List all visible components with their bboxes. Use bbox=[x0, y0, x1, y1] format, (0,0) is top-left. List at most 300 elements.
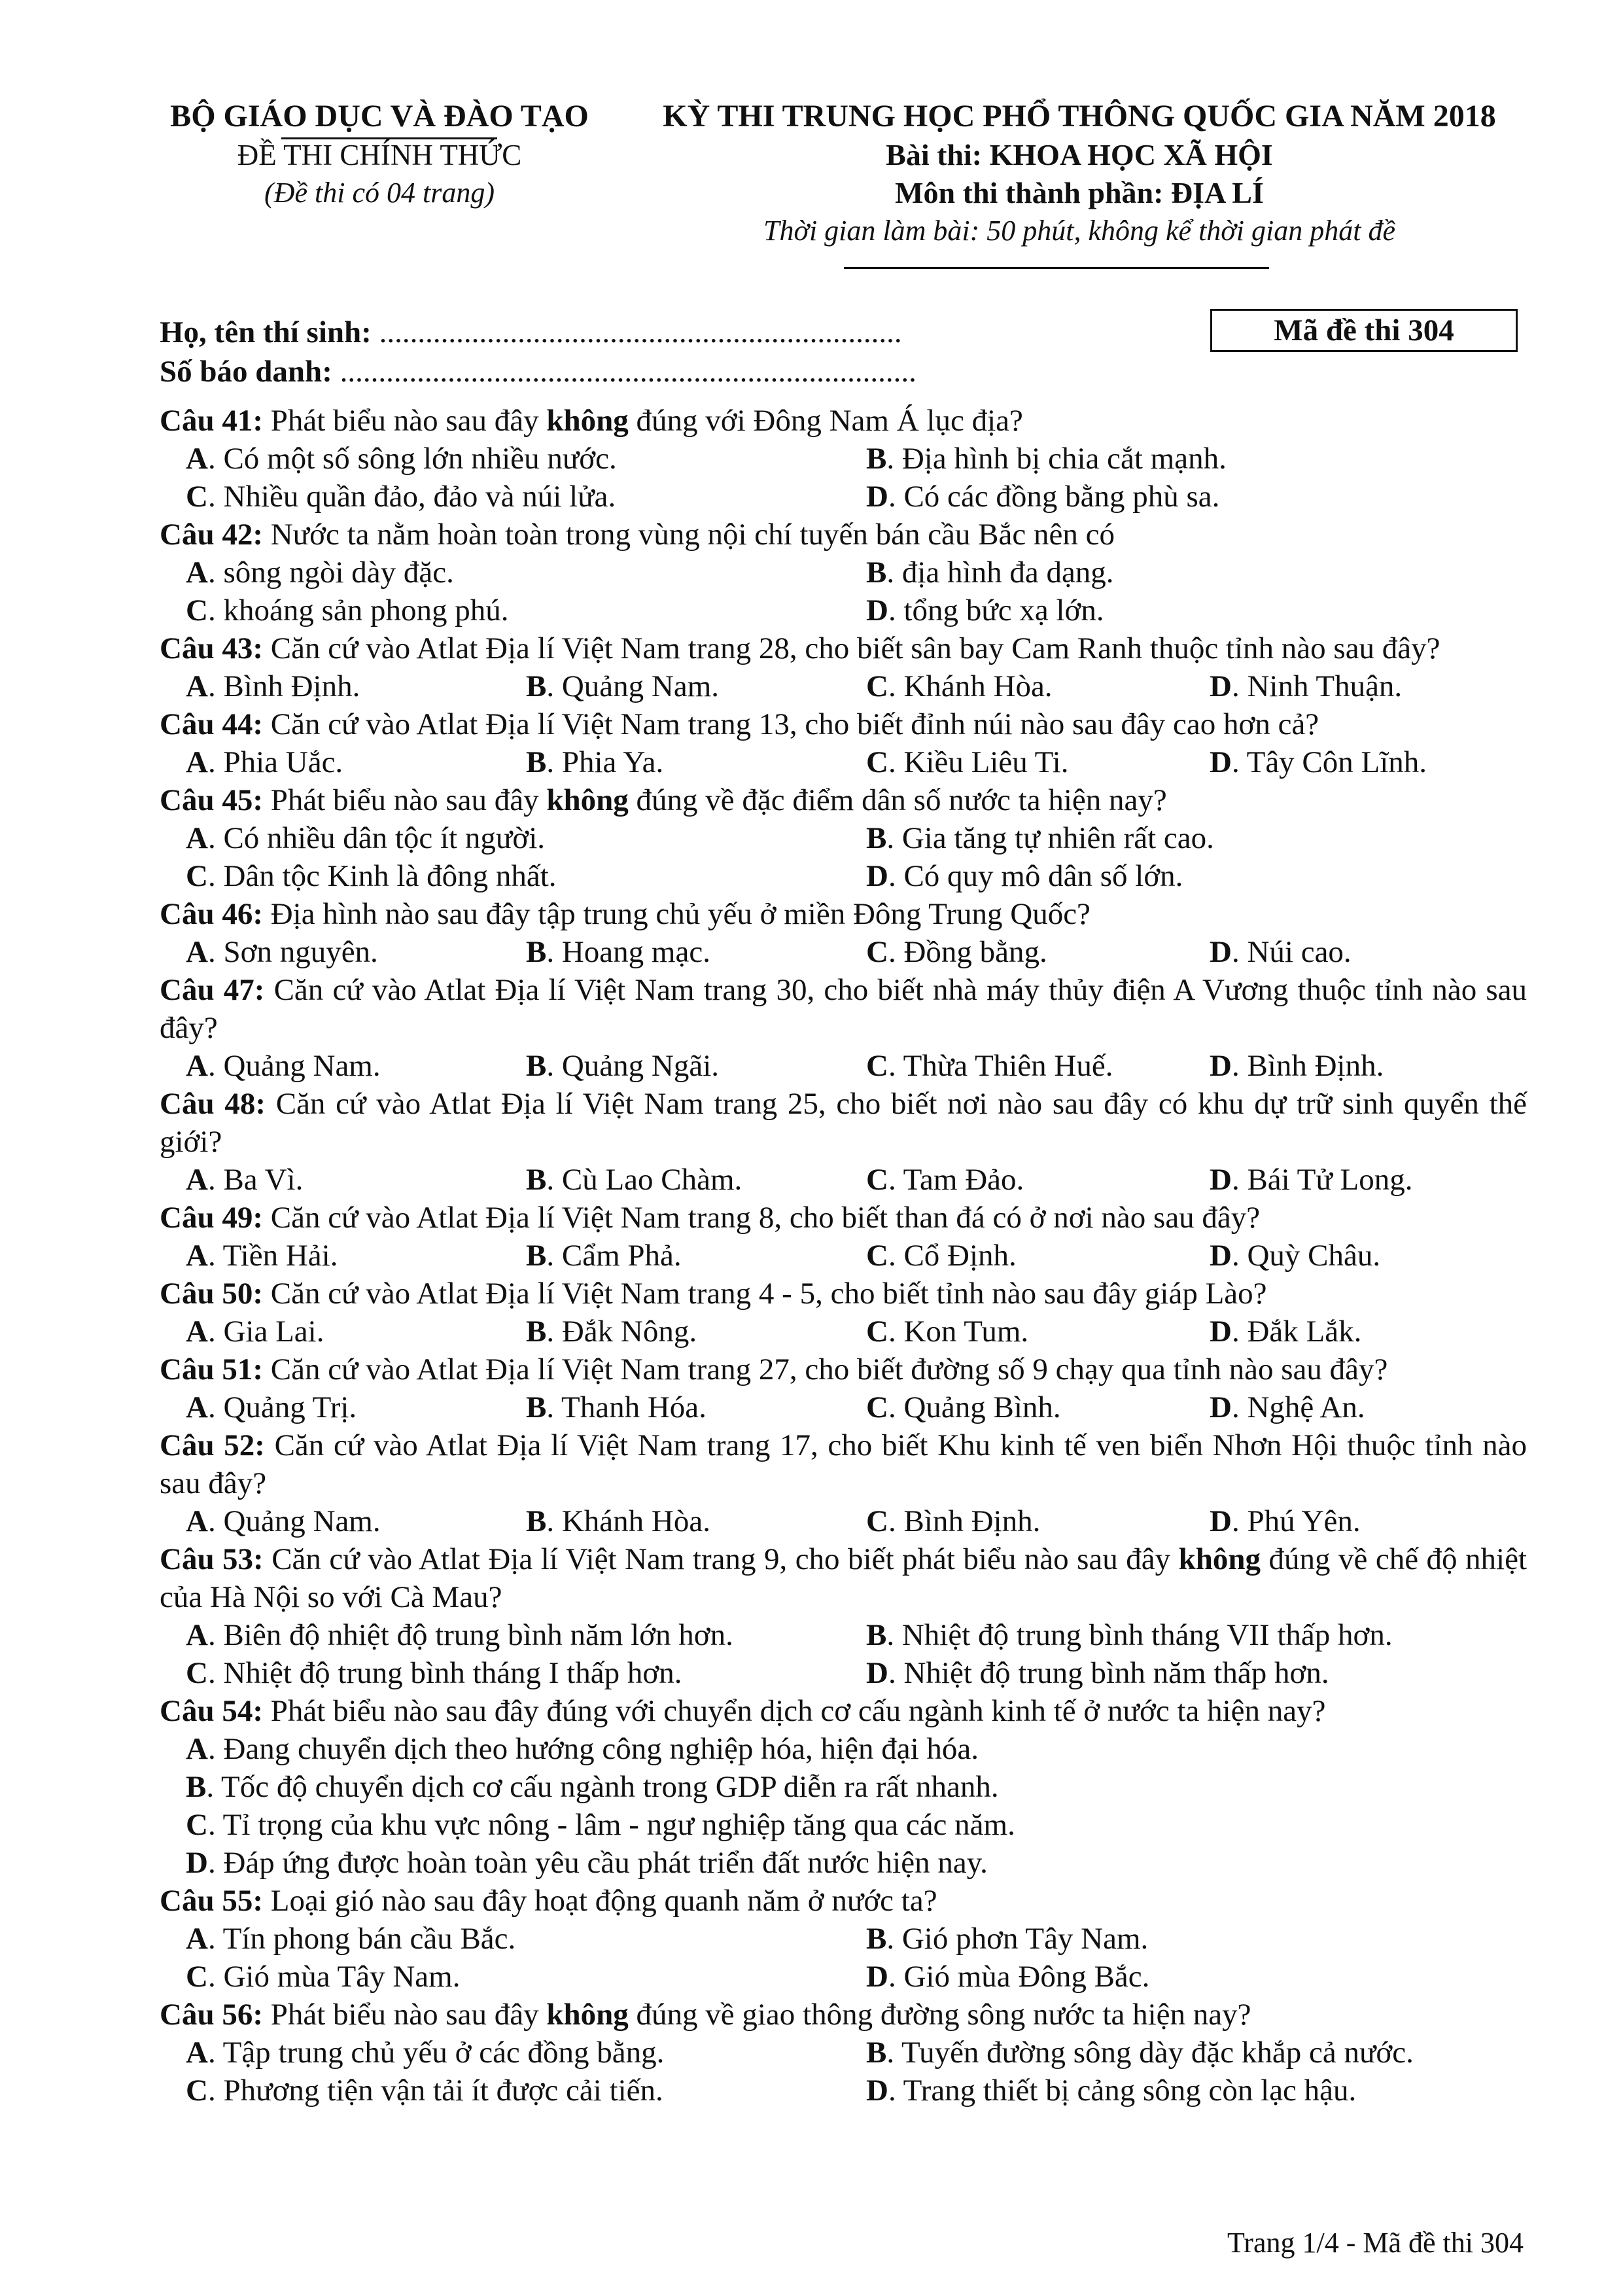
stem-text: Căn cứ vào Atlat Địa lí Việt Nam trang 13, cho biết đỉnh núi nào sau đây cao hơn cả? bbox=[262, 707, 1319, 741]
option-b[interactable] bbox=[866, 554, 1527, 592]
options bbox=[160, 1616, 1527, 1692]
stem-emphasis: không bbox=[546, 783, 629, 817]
header-left bbox=[164, 97, 595, 212]
option-text: . Tiền Hải. bbox=[207, 1239, 338, 1273]
option-letter: C bbox=[866, 1049, 888, 1083]
option-a[interactable] bbox=[186, 1920, 866, 1958]
option-letter: C bbox=[866, 1315, 888, 1349]
option-text: . Cổ Định. bbox=[888, 1239, 1017, 1273]
option-text: . Khánh Hòa. bbox=[546, 1504, 710, 1538]
question-stem bbox=[160, 1085, 1527, 1161]
question-stem bbox=[160, 1540, 1527, 1616]
question-stem bbox=[160, 516, 1527, 554]
option-c[interactable] bbox=[186, 1958, 866, 1996]
option-text: . Nhiều quần đảo, đảo và núi lửa. bbox=[207, 480, 616, 514]
option-c[interactable] bbox=[866, 1161, 1210, 1199]
option-text: . Nhiệt độ trung bình tháng VII thấp hơn. bbox=[886, 1618, 1393, 1652]
question-47 bbox=[160, 971, 1527, 1085]
question-stem bbox=[160, 1199, 1527, 1237]
option-c[interactable] bbox=[186, 478, 866, 516]
option-text: . Quảng Nam. bbox=[546, 669, 720, 703]
question-stem bbox=[160, 705, 1527, 743]
option-text: . Quảng Ngãi. bbox=[546, 1049, 720, 1083]
option-text: . Kiều Liêu Ti. bbox=[888, 745, 1069, 779]
option-letter: D bbox=[1210, 1315, 1232, 1349]
option-c[interactable] bbox=[186, 1806, 1527, 1844]
option-c[interactable] bbox=[866, 1502, 1210, 1540]
option-text: . Cẩm Phả. bbox=[546, 1239, 682, 1273]
question-48 bbox=[160, 1085, 1527, 1199]
option-letter: C bbox=[186, 480, 208, 514]
question-stem bbox=[160, 629, 1527, 667]
option-letter: A bbox=[186, 1239, 208, 1273]
option-letter: B bbox=[526, 1163, 547, 1197]
exam-subject: Môn thi thành phần: ĐỊA LÍ bbox=[895, 176, 1264, 209]
ministry-name: BỘ GIÁO DỤC VÀ ĐÀO TẠO bbox=[170, 99, 589, 133]
question-43 bbox=[160, 629, 1527, 705]
options bbox=[160, 1920, 1527, 1996]
question-stem bbox=[160, 402, 1527, 440]
option-text: . Gia Lai. bbox=[207, 1315, 324, 1349]
option-letter: B bbox=[526, 745, 547, 779]
stem-text-end: đúng về đặc điểm dân số nước ta hiện nay? bbox=[628, 783, 1167, 817]
question-label: Câu 44: bbox=[160, 707, 263, 741]
stem-text: Căn cứ vào Atlat Địa lí Việt Nam trang 4 - 5, cho biết tỉnh nào sau đây giáp Lào? bbox=[262, 1277, 1267, 1311]
option-letter: A bbox=[186, 1618, 208, 1652]
option-text: . Bình Định. bbox=[1231, 1049, 1384, 1083]
question-label: Câu 50: bbox=[160, 1277, 263, 1311]
option-letter: D bbox=[866, 2074, 888, 2108]
option-text: . Núi cao. bbox=[1231, 935, 1352, 969]
option-a[interactable] bbox=[186, 819, 866, 857]
question-label: Câu 53: bbox=[160, 1542, 264, 1576]
option-letter: D bbox=[1210, 1163, 1232, 1197]
option-text: . Thừa Thiên Huế. bbox=[888, 1049, 1113, 1083]
question-49 bbox=[160, 1199, 1527, 1275]
candidate-name-line bbox=[160, 314, 902, 351]
pages-note: (Đề thi có 04 trang) bbox=[264, 177, 495, 209]
stem-text: Phát biểu nào sau đây bbox=[262, 1998, 547, 2032]
option-text: . Tỉ trọng của khu vực nông - lâm - ngư nghiệp tăng qua các năm. bbox=[207, 1808, 1015, 1842]
options bbox=[160, 743, 1527, 781]
options bbox=[160, 1502, 1527, 1540]
stem-text: Căn cứ vào Atlat Địa lí Việt Nam trang 30, cho biết nhà máy thủy điện A Vương thuộc tỉnh nào sau đây? bbox=[160, 973, 1527, 1045]
option-text: . Phia Uắc. bbox=[207, 745, 343, 779]
option-text: . Phia Ya. bbox=[546, 745, 664, 779]
option-letter: C bbox=[866, 669, 888, 703]
option-letter: A bbox=[186, 1163, 208, 1197]
stem-text: Căn cứ vào Atlat Địa lí Việt Nam trang 17, cho biết Khu kinh tế ven biển Nhơn Hội thuộc tỉnh nào sau đây? bbox=[160, 1428, 1527, 1500]
stem-text: Căn cứ vào Atlat Địa lí Việt Nam trang 27, cho biết đường số 9 chạy qua tỉnh nào sau đây? bbox=[262, 1352, 1388, 1386]
option-letter: D bbox=[1210, 1390, 1232, 1424]
option-a[interactable] bbox=[186, 933, 526, 971]
option-text: . Biên độ nhiệt độ trung bình năm lớn hơn. bbox=[207, 1618, 733, 1652]
stem-text: Căn cứ vào Atlat Địa lí Việt Nam trang 9, cho biết phát biểu nào sau đây bbox=[263, 1542, 1179, 1576]
option-b[interactable] bbox=[186, 1768, 1527, 1806]
options bbox=[160, 1388, 1527, 1426]
question-stem bbox=[160, 781, 1527, 819]
option-text: . Ninh Thuận. bbox=[1231, 669, 1403, 703]
option-text: . Gió mùa Tây Nam. bbox=[207, 1960, 461, 1994]
stem-text: Loại gió nào sau đây hoạt động quanh năm ở nước ta? bbox=[262, 1884, 937, 1918]
option-letter: D bbox=[866, 1656, 888, 1690]
candidate-name-label: Họ, tên thí sinh: bbox=[160, 315, 372, 349]
option-letter: C bbox=[866, 1390, 888, 1424]
option-letter: C bbox=[866, 745, 888, 779]
stem-text: Phát biểu nào sau đây bbox=[262, 783, 547, 817]
option-letter: D bbox=[1210, 745, 1232, 779]
question-stem bbox=[160, 1426, 1527, 1502]
question-stem bbox=[160, 1996, 1527, 2034]
option-text: . Bái Tử Long. bbox=[1231, 1163, 1413, 1197]
option-text: . Quảng Bình. bbox=[888, 1390, 1061, 1424]
stem-text: Địa hình nào sau đây tập trung chủ yếu ở miền Đông Trung Quốc? bbox=[262, 897, 1091, 931]
stem-text: Phát biểu nào sau đây đúng với chuyển dịch cơ cấu ngành kinh tế ở nước ta hiện nay? bbox=[262, 1694, 1326, 1728]
stem-text-end: đúng về giao thông đường sông nước ta hiện nay? bbox=[628, 1998, 1251, 2032]
option-text: . Kon Tum. bbox=[888, 1315, 1029, 1349]
option-d[interactable] bbox=[1210, 1313, 1553, 1351]
option-d[interactable] bbox=[1210, 1047, 1553, 1085]
question-stem bbox=[160, 895, 1527, 933]
time-note: Thời gian làm bài: 50 phút, không kể thời gian phát đề bbox=[763, 215, 1395, 247]
options bbox=[160, 933, 1527, 971]
option-letter: B bbox=[866, 1922, 887, 1956]
option-a[interactable] bbox=[186, 667, 526, 705]
option-b[interactable] bbox=[526, 1161, 866, 1199]
option-letter: B bbox=[526, 1504, 547, 1538]
option-text: . Tập trung chủ yếu ở các đồng bằng. bbox=[207, 2036, 665, 2070]
question-label: Câu 56: bbox=[160, 1998, 263, 2032]
option-b[interactable] bbox=[526, 933, 866, 971]
option-text: . khoáng sản phong phú. bbox=[207, 593, 509, 627]
option-letter: C bbox=[866, 1163, 888, 1197]
header-right-rule bbox=[844, 267, 1269, 269]
option-d[interactable] bbox=[866, 2072, 1527, 2110]
option-b[interactable] bbox=[526, 1388, 866, 1426]
option-text: . Có các đồng bằng phù sa. bbox=[888, 480, 1220, 514]
options bbox=[160, 554, 1527, 629]
question-label: Câu 43: bbox=[160, 631, 263, 665]
option-text: . Nhiệt độ trung bình tháng I thấp hơn. bbox=[207, 1656, 682, 1690]
option-letter: C bbox=[866, 935, 888, 969]
option-b[interactable] bbox=[526, 1237, 866, 1275]
option-c[interactable] bbox=[186, 1654, 866, 1692]
option-b[interactable] bbox=[866, 2034, 1527, 2072]
option-a[interactable] bbox=[186, 1161, 526, 1199]
page-footer: Trang 1/4 - Mã đề thi 304 bbox=[1227, 2227, 1524, 2259]
option-text: . Tín phong bán cầu Bắc. bbox=[207, 1922, 516, 1956]
option-text: . Tuyến đường sông dày đặc khắp cả nước. bbox=[886, 2036, 1414, 2070]
question-56 bbox=[160, 1996, 1527, 2110]
option-c[interactable] bbox=[866, 667, 1210, 705]
option-d[interactable] bbox=[186, 1844, 1527, 1882]
option-d[interactable] bbox=[1210, 667, 1553, 705]
option-a[interactable] bbox=[186, 1388, 526, 1426]
option-text: . Đáp ứng được hoàn toàn yêu cầu phát triển đất nước hiện nay. bbox=[207, 1846, 988, 1880]
options bbox=[160, 1237, 1527, 1275]
exam-paper: Bài thi: KHOA HỌC XÃ HỘI bbox=[886, 138, 1273, 171]
option-letter: B bbox=[526, 1049, 547, 1083]
option-b[interactable] bbox=[866, 440, 1527, 478]
option-d[interactable] bbox=[1210, 933, 1553, 971]
option-letter: A bbox=[186, 442, 208, 476]
option-c[interactable] bbox=[866, 1047, 1210, 1085]
stem-text: Căn cứ vào Atlat Địa lí Việt Nam trang 28, cho biết sân bay Cam Ranh thuộc tỉnh nào sau đây? bbox=[262, 631, 1440, 665]
option-text: . địa hình đa dạng. bbox=[886, 556, 1114, 590]
exam-code-box: Mã đề thi 304 bbox=[1210, 309, 1518, 352]
option-c[interactable] bbox=[186, 2072, 866, 2110]
option-letter: D bbox=[866, 1960, 888, 1994]
option-letter: D bbox=[186, 1846, 208, 1880]
option-a[interactable] bbox=[186, 743, 526, 781]
option-d[interactable] bbox=[1210, 1388, 1553, 1426]
option-b[interactable] bbox=[526, 743, 866, 781]
option-letter: D bbox=[866, 593, 888, 627]
question-label: Câu 42: bbox=[160, 518, 263, 552]
candidate-name-field[interactable]: .................................................................... bbox=[371, 315, 902, 349]
option-letter: D bbox=[1210, 1049, 1232, 1083]
question-42 bbox=[160, 516, 1527, 629]
stem-text-end: đúng với Đông Nam Á lục địa? bbox=[628, 404, 1023, 438]
option-text: . Đắk Nông. bbox=[546, 1315, 697, 1349]
option-text: . Thanh Hóa. bbox=[546, 1390, 707, 1424]
question-50 bbox=[160, 1275, 1527, 1351]
option-letter: B bbox=[866, 442, 887, 476]
option-letter: C bbox=[186, 859, 208, 893]
option-text: . Có một số sông lớn nhiều nước. bbox=[207, 442, 617, 476]
options bbox=[160, 1161, 1527, 1199]
option-text: . Nghệ An. bbox=[1231, 1390, 1365, 1424]
option-text: . Quảng Nam. bbox=[207, 1504, 381, 1538]
option-letter: C bbox=[186, 1960, 208, 1994]
option-letter: B bbox=[526, 1390, 547, 1424]
stem-text: Căn cứ vào Atlat Địa lí Việt Nam trang 25, cho biết nơi nào sau đây có khu dự trữ sinh quyển thế giới? bbox=[160, 1087, 1527, 1159]
option-a[interactable] bbox=[186, 554, 866, 592]
question-label: Câu 48: bbox=[160, 1087, 266, 1121]
option-text: . Đồng bằng. bbox=[888, 935, 1047, 969]
option-text: . Gió phơn Tây Nam. bbox=[886, 1922, 1149, 1956]
option-letter: B bbox=[526, 669, 547, 703]
option-c[interactable] bbox=[866, 743, 1210, 781]
option-letter: A bbox=[186, 1049, 208, 1083]
exam-title: KỲ THI TRUNG HỌC PHỔ THÔNG QUỐC GIA NĂM 2018 bbox=[663, 99, 1496, 133]
option-letter: C bbox=[866, 1504, 888, 1538]
option-text: . Dân tộc Kinh là đông nhất. bbox=[207, 859, 557, 893]
option-a[interactable] bbox=[186, 1047, 526, 1085]
option-letter: C bbox=[866, 1239, 888, 1273]
option-letter: A bbox=[186, 1732, 208, 1766]
option-letter: A bbox=[186, 556, 208, 590]
option-text: . Bình Định. bbox=[888, 1504, 1041, 1538]
option-b[interactable] bbox=[526, 667, 866, 705]
question-54 bbox=[160, 1692, 1527, 1882]
option-b[interactable] bbox=[866, 1920, 1527, 1958]
option-text: . tổng bức xạ lớn. bbox=[888, 593, 1104, 627]
stem-emphasis: không bbox=[546, 404, 629, 438]
candidate-id-line bbox=[160, 353, 916, 390]
option-a[interactable] bbox=[186, 1313, 526, 1351]
option-b[interactable] bbox=[866, 819, 1527, 857]
option-text: . Sơn nguyên. bbox=[207, 935, 378, 969]
question-stem bbox=[160, 1275, 1527, 1313]
option-text: . Nhiệt độ trung bình năm thấp hơn. bbox=[888, 1656, 1329, 1690]
option-text: . Tam Đảo. bbox=[888, 1163, 1024, 1197]
option-text: . Khánh Hòa. bbox=[888, 669, 1053, 703]
option-a[interactable] bbox=[186, 1502, 526, 1540]
option-c[interactable] bbox=[866, 933, 1210, 971]
option-letter: A bbox=[186, 669, 208, 703]
stem-text-end: đúng về chế độ nhiệt của Hà Nội so với Cà Mau? bbox=[160, 1542, 1527, 1614]
stem-emphasis: không bbox=[546, 1998, 629, 2032]
option-text: . Trang thiết bị cảng sông còn lạc hậu. bbox=[888, 2074, 1357, 2108]
options bbox=[160, 1730, 1527, 1882]
option-letter: B bbox=[526, 935, 547, 969]
question-label: Câu 51: bbox=[160, 1352, 263, 1386]
option-letter: A bbox=[186, 1390, 208, 1424]
question-label: Câu 41: bbox=[160, 404, 263, 438]
question-46 bbox=[160, 895, 1527, 971]
option-letter: A bbox=[186, 1922, 208, 1956]
option-text: . Ba Vì. bbox=[207, 1163, 304, 1197]
option-text: . Gia tăng tự nhiên rất cao. bbox=[886, 821, 1214, 855]
option-letter: D bbox=[1210, 935, 1232, 969]
option-text: . sông ngòi dày đặc. bbox=[207, 556, 454, 590]
stem-emphasis: không bbox=[1178, 1542, 1261, 1576]
option-letter: D bbox=[1210, 669, 1232, 703]
option-a[interactable] bbox=[186, 1616, 866, 1654]
option-letter: B bbox=[186, 1770, 207, 1804]
question-label: Câu 54: bbox=[160, 1694, 263, 1728]
option-c[interactable] bbox=[186, 857, 866, 895]
option-text: . Phương tiện vận tải ít được cải tiến. bbox=[207, 2074, 663, 2108]
option-text: . Hoang mạc. bbox=[546, 935, 710, 969]
options bbox=[160, 2034, 1527, 2110]
option-text: . Quỳ Châu. bbox=[1231, 1239, 1381, 1273]
option-letter: D bbox=[1210, 1239, 1232, 1273]
option-letter: A bbox=[186, 1315, 208, 1349]
stem-text: Nước ta nằm hoàn toàn trong vùng nội chí tuyến bán cầu Bắc nên có bbox=[262, 518, 1115, 552]
option-d[interactable] bbox=[866, 592, 1527, 629]
official-label: ĐỀ THI CHÍNH THỨC bbox=[237, 139, 522, 171]
option-letter: B bbox=[526, 1239, 547, 1273]
option-letter: D bbox=[866, 859, 888, 893]
option-letter: B bbox=[866, 1618, 887, 1652]
option-d[interactable] bbox=[866, 1958, 1527, 1996]
option-letter: B bbox=[526, 1315, 547, 1349]
option-a[interactable] bbox=[186, 440, 866, 478]
option-text: . Có nhiều dân tộc ít người. bbox=[207, 821, 546, 855]
option-letter: A bbox=[186, 935, 208, 969]
option-c[interactable] bbox=[186, 592, 866, 629]
question-label: Câu 45: bbox=[160, 783, 263, 817]
header-right bbox=[628, 97, 1531, 250]
option-b[interactable] bbox=[526, 1313, 866, 1351]
question-41 bbox=[160, 402, 1527, 516]
option-a[interactable] bbox=[186, 1730, 1527, 1768]
question-list bbox=[160, 402, 1527, 2110]
question-label: Câu 47: bbox=[160, 973, 265, 1007]
option-letter: B bbox=[866, 556, 887, 590]
option-letter: C bbox=[186, 593, 208, 627]
option-a[interactable] bbox=[186, 1237, 526, 1275]
options bbox=[160, 1313, 1527, 1351]
option-text: . Tốc độ chuyển dịch cơ cấu ngành trong GDP diễn ra rất nhanh. bbox=[206, 1770, 999, 1804]
options bbox=[160, 1047, 1527, 1085]
option-letter: C bbox=[186, 1656, 208, 1690]
question-51 bbox=[160, 1351, 1527, 1426]
option-text: . Đang chuyển dịch theo hướng công nghiệp hóa, hiện đại hóa. bbox=[207, 1732, 979, 1766]
option-letter: A bbox=[186, 2036, 208, 2070]
option-text: . Địa hình bị chia cắt mạnh. bbox=[886, 442, 1227, 476]
option-text: . Có quy mô dân số lớn. bbox=[888, 859, 1183, 893]
option-b[interactable] bbox=[526, 1502, 866, 1540]
header-left-rule bbox=[281, 137, 497, 139]
option-letter: B bbox=[866, 2036, 887, 2070]
candidate-id-field[interactable]: ........................................................................... bbox=[332, 355, 916, 389]
question-label: Câu 49: bbox=[160, 1201, 263, 1235]
option-text: . Quảng Nam. bbox=[207, 1049, 381, 1083]
option-b[interactable] bbox=[526, 1047, 866, 1085]
option-text: . Phú Yên. bbox=[1231, 1504, 1361, 1538]
option-letter: A bbox=[186, 821, 208, 855]
option-d[interactable] bbox=[1210, 1237, 1553, 1275]
option-letter: D bbox=[866, 480, 888, 514]
question-stem bbox=[160, 1692, 1527, 1730]
option-letter: C bbox=[186, 1808, 208, 1842]
option-c[interactable] bbox=[866, 1237, 1210, 1275]
option-d[interactable] bbox=[866, 478, 1527, 516]
option-letter: A bbox=[186, 745, 208, 779]
option-d[interactable] bbox=[866, 857, 1527, 895]
option-text: . Quảng Trị. bbox=[207, 1390, 357, 1424]
option-letter: C bbox=[186, 2074, 208, 2108]
question-label: Câu 55: bbox=[160, 1884, 263, 1918]
question-label: Câu 52: bbox=[160, 1428, 265, 1462]
question-stem bbox=[160, 1351, 1527, 1388]
options bbox=[160, 440, 1527, 516]
option-letter: D bbox=[1210, 1504, 1232, 1538]
question-label: Câu 46: bbox=[160, 897, 263, 931]
question-53 bbox=[160, 1540, 1527, 1692]
option-d[interactable] bbox=[1210, 1161, 1553, 1199]
option-text: . Tây Côn Lĩnh. bbox=[1231, 745, 1427, 779]
options bbox=[160, 667, 1527, 705]
question-45 bbox=[160, 781, 1527, 895]
option-d[interactable] bbox=[1210, 1502, 1553, 1540]
candidate-id-label: Số báo danh: bbox=[160, 355, 332, 389]
stem-text: Phát biểu nào sau đây bbox=[262, 404, 547, 438]
option-d[interactable] bbox=[866, 1654, 1527, 1692]
option-d[interactable] bbox=[1210, 743, 1553, 781]
option-a[interactable] bbox=[186, 2034, 866, 2072]
option-c[interactable] bbox=[866, 1388, 1210, 1426]
option-text: . Gió mùa Đông Bắc. bbox=[888, 1960, 1150, 1994]
option-text: . Cù Lao Chàm. bbox=[546, 1163, 742, 1197]
option-text: . Bình Định. bbox=[207, 669, 360, 703]
question-55 bbox=[160, 1882, 1527, 1996]
option-letter: A bbox=[186, 1504, 208, 1538]
options bbox=[160, 819, 1527, 895]
option-b[interactable] bbox=[866, 1616, 1527, 1654]
stem-text: Căn cứ vào Atlat Địa lí Việt Nam trang 8, cho biết than đá có ở nơi nào sau đây? bbox=[262, 1201, 1261, 1235]
option-letter: B bbox=[866, 821, 887, 855]
question-stem bbox=[160, 1882, 1527, 1920]
option-text: . Đắk Lắk. bbox=[1231, 1315, 1362, 1349]
option-c[interactable] bbox=[866, 1313, 1210, 1351]
question-stem bbox=[160, 971, 1527, 1047]
question-44 bbox=[160, 705, 1527, 781]
question-52 bbox=[160, 1426, 1527, 1540]
